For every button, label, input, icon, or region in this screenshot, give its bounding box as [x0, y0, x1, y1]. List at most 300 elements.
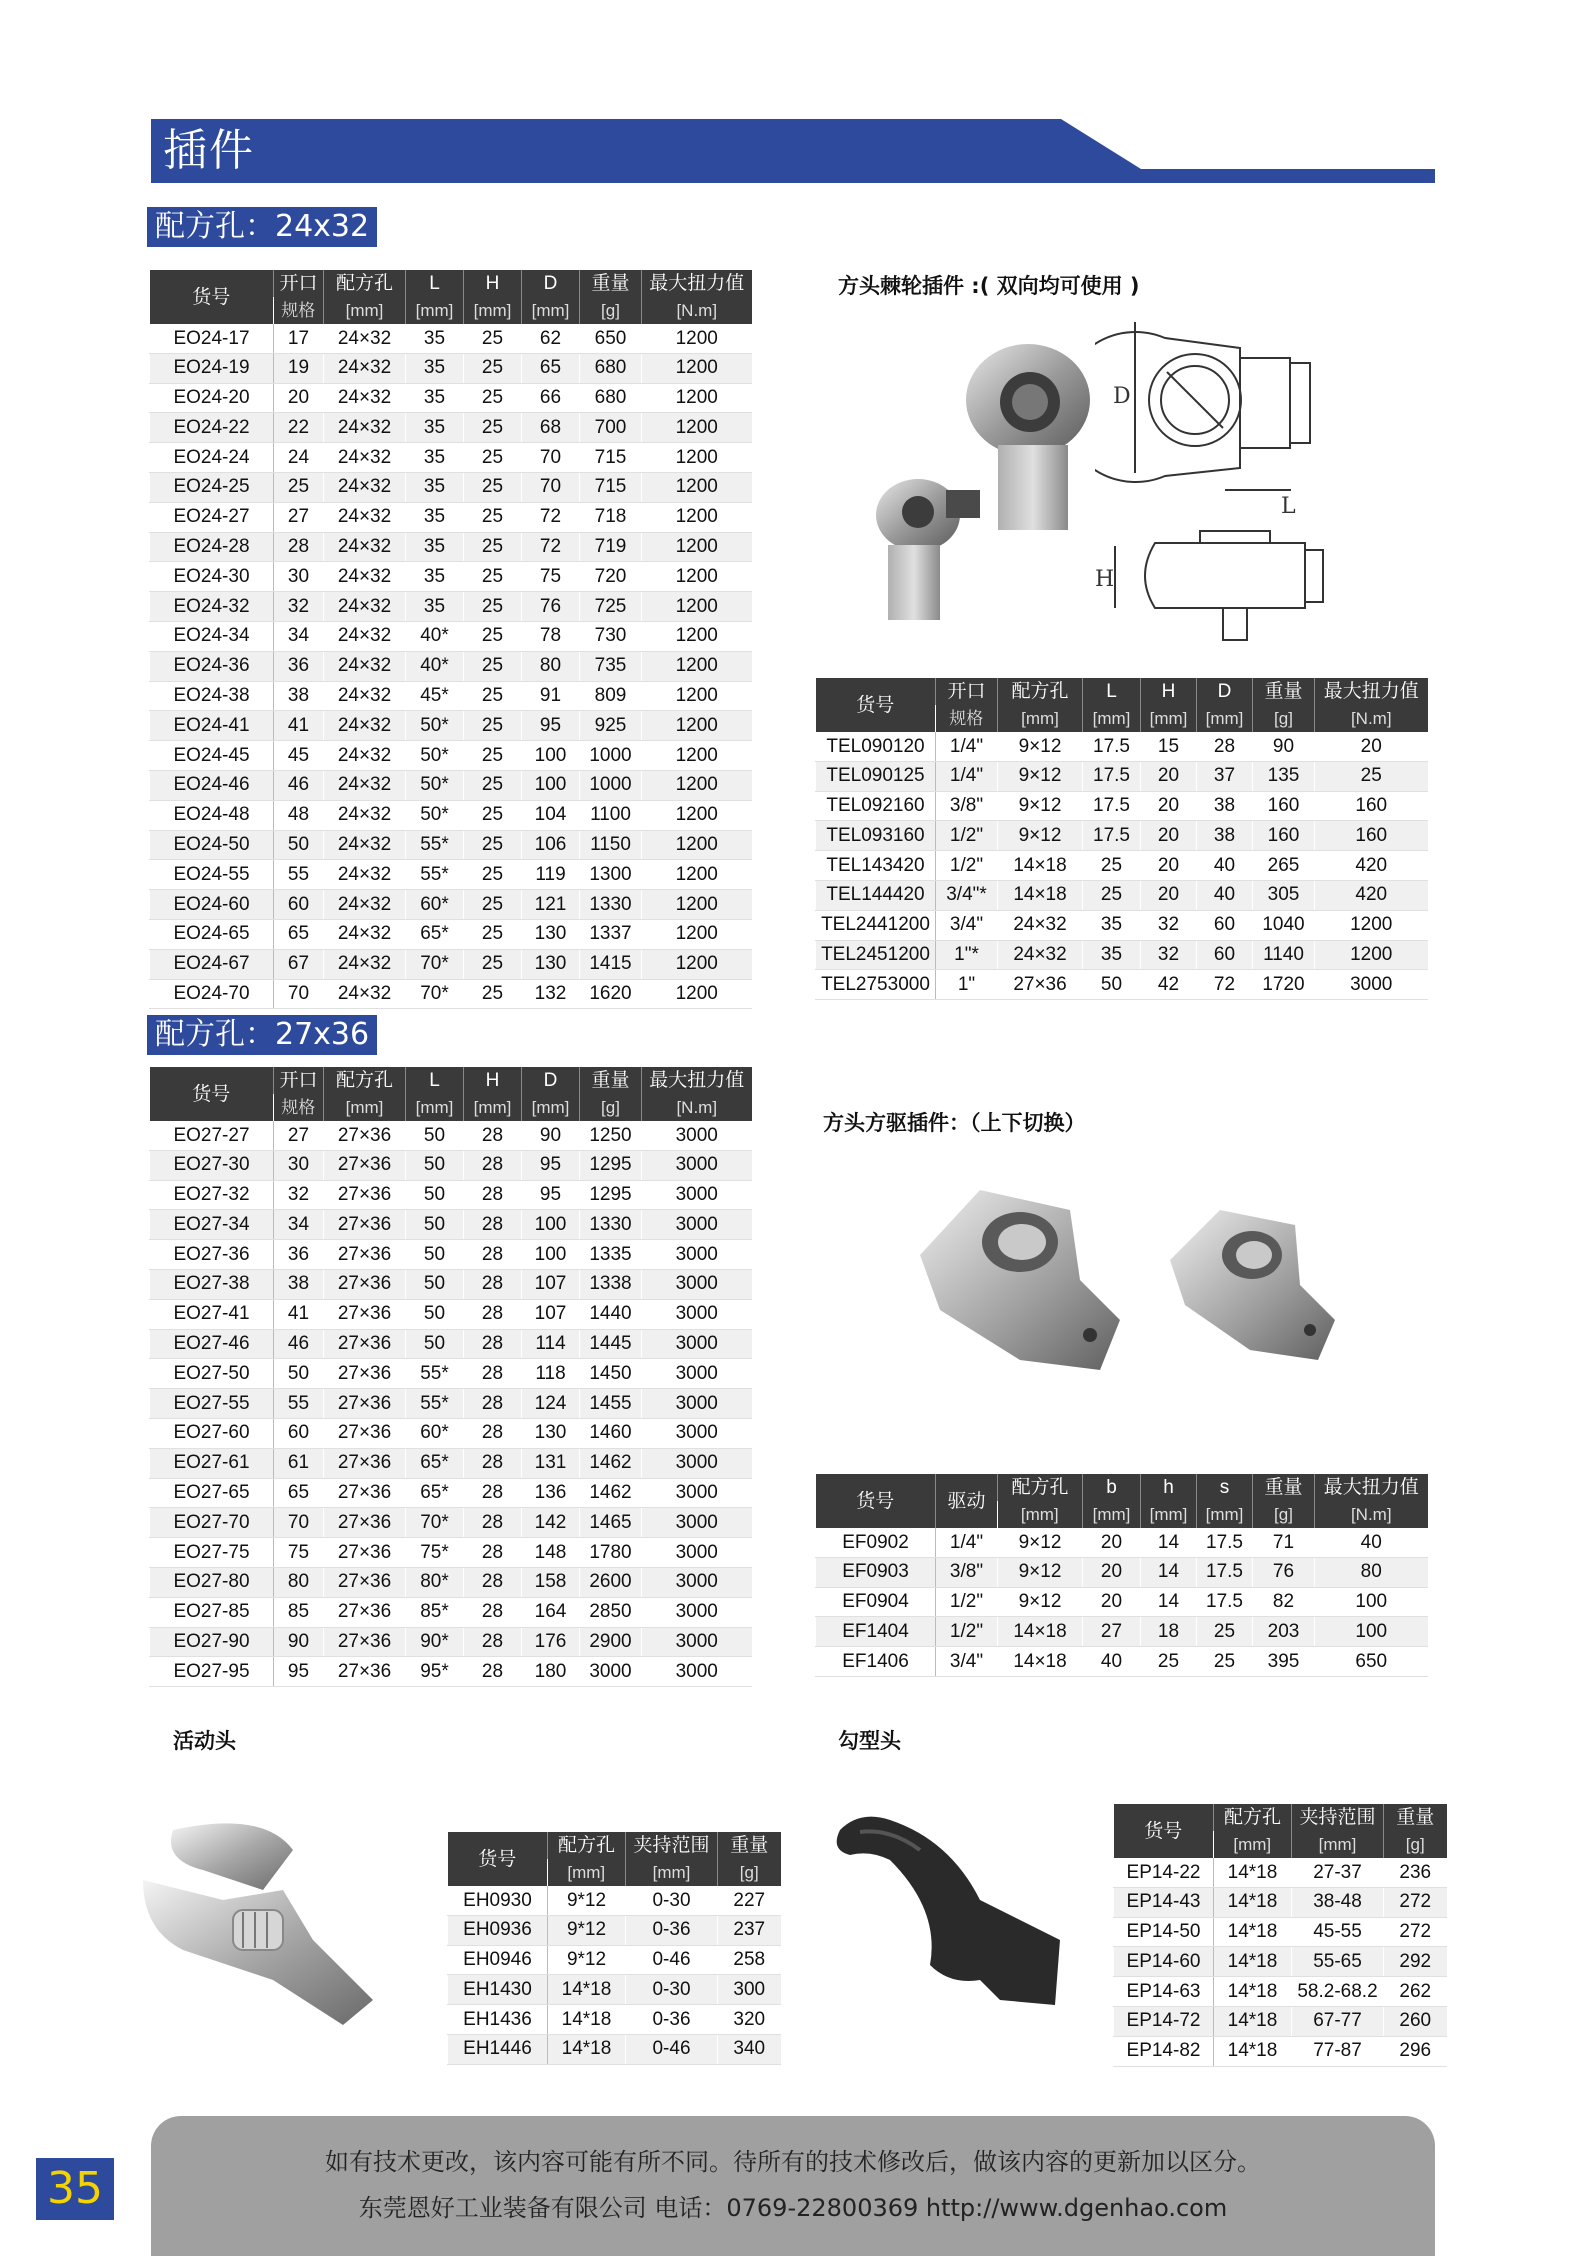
table-cell: 25	[1083, 880, 1141, 910]
column-header: L	[1083, 678, 1141, 705]
table-cell: 35	[406, 502, 464, 532]
dim-label-h: H	[1095, 567, 1115, 592]
part-number-cell: EF1406	[816, 1647, 936, 1677]
part-number-cell: TEL092160	[816, 791, 936, 821]
table-cell: 28	[464, 1240, 522, 1270]
table-cell: 25	[464, 413, 522, 443]
part-number-cell: EO27-30	[150, 1150, 274, 1180]
table-cell: 260	[1384, 2006, 1447, 2036]
table-cell: 80	[274, 1567, 324, 1597]
table-cell: 9×12	[998, 821, 1083, 851]
table-cell: 60	[274, 890, 324, 920]
table-cell: 24×32	[324, 472, 406, 502]
table-cell: 22	[274, 413, 324, 443]
table-cell: 1330	[580, 1210, 642, 1240]
column-header: 重量	[1253, 1474, 1315, 1501]
table-cell: 14*18	[1214, 1887, 1292, 1917]
table-cell: 24×32	[324, 621, 406, 651]
table-row	[150, 860, 752, 890]
column-header: D	[522, 270, 580, 297]
table-cell: 27×36	[324, 1508, 406, 1538]
table-cell: 25	[1083, 851, 1141, 881]
table-cell: 3000	[642, 1150, 752, 1180]
table-cell: 17.5	[1083, 761, 1141, 791]
part-number-cell: EO24-48	[150, 800, 274, 830]
part-number-cell: EO27-80	[150, 1567, 274, 1597]
square-drive-insert-photo	[900, 1170, 1350, 1390]
table-cell: 1200	[642, 383, 752, 413]
table-cell: 50	[1083, 970, 1141, 1000]
table-cell: 1445	[580, 1329, 642, 1359]
dim-label-l: L	[1281, 494, 1296, 519]
table-cell: 1/4"	[936, 761, 998, 791]
part-number-cell: EO27-90	[150, 1627, 274, 1657]
table-cell: 24×32	[324, 651, 406, 681]
column-header: 夹持范围	[626, 1832, 718, 1859]
table-row	[448, 1915, 781, 1945]
table-cell: 25	[464, 919, 522, 949]
table-row	[150, 1389, 752, 1419]
table-cell: 24×32	[324, 711, 406, 741]
table-cell: 35	[406, 562, 464, 592]
caption-square-drive: 方头方驱插件：（上下切换）	[823, 1111, 1086, 1135]
table-cell: 14×18	[998, 851, 1083, 881]
table-row	[150, 353, 752, 383]
table-cell: 70	[522, 472, 580, 502]
column-subheader: [N.m]	[642, 1094, 752, 1121]
table-cell: 3/8"	[936, 1557, 998, 1587]
table-cell: 24×32	[324, 949, 406, 979]
table-cell: 40	[1315, 1528, 1428, 1557]
table-cell: 1330	[580, 890, 642, 920]
table-cell: 3000	[1315, 970, 1428, 1000]
table-cell: 124	[522, 1389, 580, 1419]
table-cell: 27×36	[324, 1269, 406, 1299]
table-cell: 14*18	[1214, 2036, 1292, 2066]
table-cell: 25	[464, 621, 522, 651]
table-cell: 41	[274, 711, 324, 741]
table-cell: 3/4"	[936, 910, 998, 940]
table-cell: 2900	[580, 1627, 642, 1657]
table-cell: 292	[1384, 1947, 1447, 1977]
part-number-cell: EP14-72	[1114, 2006, 1214, 2036]
table-cell: 19	[274, 353, 324, 383]
table-cell: 1440	[580, 1299, 642, 1329]
table-cell: 50*	[406, 711, 464, 741]
table-cell: 25	[464, 860, 522, 890]
table-cell: 1"	[936, 970, 998, 1000]
column-header: 开口	[274, 1067, 324, 1094]
table-cell: 82	[1253, 1587, 1315, 1617]
column-header: 驱动	[936, 1474, 998, 1528]
table-cell: 258	[718, 1945, 781, 1975]
table-cell: 9×12	[998, 1557, 1083, 1587]
table-cell: 1200	[642, 800, 752, 830]
table-row	[816, 880, 1428, 910]
table-cell: 1200	[642, 621, 752, 651]
table-cell: 9×12	[998, 1587, 1083, 1617]
table-cell: 100	[1315, 1587, 1428, 1617]
table-cell: 27	[274, 1121, 324, 1150]
header-banner	[151, 119, 1435, 183]
table-cell: 121	[522, 890, 580, 920]
eo24-spec-table	[149, 270, 752, 1009]
table-cell: 28	[464, 1597, 522, 1627]
table-cell: 20	[1141, 851, 1197, 881]
table-row	[150, 1359, 752, 1389]
table-cell: 28	[1197, 732, 1253, 761]
table-cell: 136	[522, 1478, 580, 1508]
table-row	[150, 1657, 752, 1687]
table-cell: 3000	[642, 1121, 752, 1150]
table-ef	[815, 1474, 1428, 1677]
column-subheader: [mm]	[998, 1501, 1083, 1528]
table-cell: 46	[274, 770, 324, 800]
table-cell: 100	[522, 1240, 580, 1270]
table-cell: 1/2"	[936, 1587, 998, 1617]
column-header: 夹持范围	[1292, 1804, 1384, 1831]
table-cell: 176	[522, 1627, 580, 1657]
part-number-cell: EO27-70	[150, 1508, 274, 1538]
table-row	[816, 1528, 1428, 1557]
footer-notice: 如有技术更改，该内容可能有所不同。待所有的技术修改后，做该内容的更新加以区分。	[325, 2148, 1261, 2176]
column-subheader: [mm]	[522, 297, 580, 324]
table-cell: 14*18	[1214, 1977, 1292, 2007]
table-cell: 3000	[580, 1657, 642, 1687]
column-subheader: [mm]	[324, 297, 406, 324]
table-row	[1114, 2036, 1447, 2066]
column-header: 重量	[580, 1067, 642, 1094]
table-cell: 32	[1141, 910, 1197, 940]
table-cell: 24×32	[324, 830, 406, 860]
table-cell: 72	[522, 532, 580, 562]
table-row	[150, 443, 752, 473]
table-cell: 20	[1141, 880, 1197, 910]
part-number-cell: EO27-61	[150, 1448, 274, 1478]
table-cell: 14*18	[1214, 1917, 1292, 1947]
table-cell: 45	[274, 741, 324, 771]
table-cell: 28	[464, 1121, 522, 1150]
part-number-cell: EF0902	[816, 1528, 936, 1557]
table-cell: 17.5	[1083, 821, 1141, 851]
table-cell: 1455	[580, 1389, 642, 1419]
table-cell: 76	[1253, 1557, 1315, 1587]
table-cell: 119	[522, 860, 580, 890]
table-cell: 35	[406, 592, 464, 622]
table-row	[150, 1448, 752, 1478]
table-cell: 1200	[642, 562, 752, 592]
table-cell: 25	[464, 472, 522, 502]
table-cell: 28	[464, 1329, 522, 1359]
table-cell: 25	[464, 353, 522, 383]
part-number-cell: EF0904	[816, 1587, 936, 1617]
table-cell: 1462	[580, 1478, 642, 1508]
table-cell: 85*	[406, 1597, 464, 1627]
table-cell: 107	[522, 1299, 580, 1329]
section-label-24x32: 配方孔：24x32	[147, 207, 377, 247]
part-number-cell: EH0946	[448, 1945, 548, 1975]
part-number-cell: EH1436	[448, 2005, 548, 2035]
table-cell: 50	[406, 1210, 464, 1240]
table-cell: 55*	[406, 830, 464, 860]
column-subheader: [mm]	[548, 1859, 626, 1886]
table-cell: 305	[1253, 880, 1315, 910]
table-cell: 95	[522, 1150, 580, 1180]
table-cell: 85	[274, 1597, 324, 1627]
table-cell: 50*	[406, 800, 464, 830]
table-cell: 118	[522, 1359, 580, 1389]
table-cell: 35	[406, 472, 464, 502]
column-header: H	[464, 270, 522, 297]
column-header: 货号	[448, 1832, 548, 1886]
table-cell: 32	[1141, 940, 1197, 970]
table-cell: 55	[274, 1389, 324, 1419]
table-cell: 3000	[642, 1240, 752, 1270]
table-cell: 25	[464, 562, 522, 592]
table-cell: 71	[1253, 1528, 1315, 1557]
table-cell: 3000	[642, 1180, 752, 1210]
adjustable-head-photo	[143, 1810, 393, 2040]
table-cell: 38	[274, 1269, 324, 1299]
table-cell: 60*	[406, 1418, 464, 1448]
table-cell: 3000	[642, 1389, 752, 1419]
table-cell: 35	[406, 443, 464, 473]
part-number-cell: EP14-82	[1114, 2036, 1214, 2066]
column-subheader: [mm]	[1197, 705, 1253, 732]
part-number-cell: EO27-36	[150, 1240, 274, 1270]
table-cell: 27×36	[324, 1240, 406, 1270]
table-cell: 24×32	[324, 741, 406, 771]
table-cell: 90	[1253, 732, 1315, 761]
table-cell: 70*	[406, 979, 464, 1009]
column-header: 最大扭力值	[1315, 678, 1428, 705]
table-cell: 0-30	[626, 1886, 718, 1915]
column-subheader: [g]	[1253, 705, 1315, 732]
table-row	[150, 1210, 752, 1240]
table-cell: 20	[1083, 1528, 1141, 1557]
part-number-cell: EO24-65	[150, 919, 274, 949]
column-header: H	[464, 1067, 522, 1094]
table-cell: 72	[522, 502, 580, 532]
table-cell: 0-36	[626, 1915, 718, 1945]
table-row	[150, 1150, 752, 1180]
part-number-cell: EO24-60	[150, 890, 274, 920]
part-number-cell: EO27-95	[150, 1657, 274, 1687]
part-number-cell: TEL093160	[816, 821, 936, 851]
table-cell: 3000	[642, 1538, 752, 1568]
table-cell: 35	[406, 383, 464, 413]
table-cell: 720	[580, 562, 642, 592]
table-cell: 67	[274, 949, 324, 979]
table-cell: 38	[1197, 791, 1253, 821]
table-eo24	[149, 270, 752, 1009]
table-cell: 27×36	[324, 1538, 406, 1568]
table-row	[150, 830, 752, 860]
table-cell: 35	[406, 324, 464, 353]
table-cell: 1200	[642, 324, 752, 353]
part-number-cell: EO24-45	[150, 741, 274, 771]
table-cell: 28	[464, 1418, 522, 1448]
column-header: 货号	[816, 1474, 936, 1528]
part-number-cell: EO27-55	[150, 1389, 274, 1419]
table-cell: 25	[1197, 1617, 1253, 1647]
table-cell: 265	[1253, 851, 1315, 881]
table-row	[150, 1240, 752, 1270]
table-cell: 45*	[406, 681, 464, 711]
table-cell: 55*	[406, 1359, 464, 1389]
table-cell: 17.5	[1197, 1587, 1253, 1617]
table-cell: 70	[274, 1508, 324, 1538]
part-number-cell: EP14-63	[1114, 1977, 1214, 2007]
table-row	[150, 1478, 752, 1508]
table-row	[150, 621, 752, 651]
part-number-cell: EO24-17	[150, 324, 274, 353]
column-header: 最大扭力值	[1315, 1474, 1428, 1501]
table-cell: 55	[274, 860, 324, 890]
table-cell: 0-36	[626, 2005, 718, 2035]
table-cell: 65*	[406, 1478, 464, 1508]
table-cell: 9*12	[548, 1945, 626, 1975]
table-cell: 34	[274, 621, 324, 651]
table-cell: 925	[580, 711, 642, 741]
table-cell: 28	[464, 1627, 522, 1657]
table-cell: 24×32	[324, 502, 406, 532]
table-cell: 90	[274, 1627, 324, 1657]
table-cell: 1415	[580, 949, 642, 979]
table-cell: 2600	[580, 1567, 642, 1597]
table-cell: 20	[1141, 821, 1197, 851]
column-subheader: [mm]	[522, 1094, 580, 1121]
table-cell: 680	[580, 353, 642, 383]
table-cell: 76	[522, 592, 580, 622]
table-cell: 40*	[406, 621, 464, 651]
part-number-cell: EO27-75	[150, 1538, 274, 1568]
table-cell: 3000	[642, 1418, 752, 1448]
table-row	[150, 800, 752, 830]
page-number: 35	[36, 2158, 114, 2220]
table-cell: 262	[1384, 1977, 1447, 2007]
table-cell: 14×18	[998, 880, 1083, 910]
table-row	[150, 1299, 752, 1329]
part-number-cell: TEL2441200	[816, 910, 936, 940]
table-cell: 1250	[580, 1121, 642, 1150]
table-cell: 1200	[642, 472, 752, 502]
table-cell: 158	[522, 1567, 580, 1597]
table-cell: 75	[522, 562, 580, 592]
table-cell: 38-48	[1292, 1887, 1384, 1917]
table-cell: 24×32	[324, 860, 406, 890]
table-cell: 35	[1083, 940, 1141, 970]
table-cell: 72	[1197, 970, 1253, 1000]
table-cell: 90	[522, 1121, 580, 1150]
table-cell: 730	[580, 621, 642, 651]
table-cell: 1150	[580, 830, 642, 860]
table-row	[150, 532, 752, 562]
table-row	[816, 851, 1428, 881]
table-cell: 14	[1141, 1528, 1197, 1557]
table-cell: 50	[406, 1150, 464, 1180]
table-cell: 62	[522, 324, 580, 353]
table-cell: 28	[464, 1538, 522, 1568]
part-number-cell: EO24-36	[150, 651, 274, 681]
table-cell: 1200	[642, 592, 752, 622]
table-row	[448, 2034, 781, 2064]
table-row	[816, 791, 1428, 821]
table-cell: 24×32	[324, 532, 406, 562]
table-cell: 27×36	[324, 1627, 406, 1657]
table-cell: 50	[406, 1240, 464, 1270]
table-cell: 3000	[642, 1448, 752, 1478]
table-cell: 95	[522, 711, 580, 741]
caption-ratchet: 方头棘轮插件 :( 双向均可使用 )	[838, 274, 1140, 298]
table-cell: 60	[1197, 940, 1253, 970]
column-subheader: [mm]	[626, 1859, 718, 1886]
part-number-cell: EO24-50	[150, 830, 274, 860]
table-cell: 3000	[642, 1627, 752, 1657]
table-row	[150, 919, 752, 949]
column-subheader: [mm]	[998, 705, 1083, 732]
column-subheader: 规格	[274, 1094, 324, 1121]
column-header: 配方孔	[998, 678, 1083, 705]
table-cell: 3/4"	[936, 1647, 998, 1677]
table-cell: 1140	[1253, 940, 1315, 970]
table-cell: 160	[1253, 791, 1315, 821]
table-cell: 27	[274, 502, 324, 532]
table-cell: 58.2-68.2	[1292, 1977, 1384, 2007]
table-eh	[447, 1832, 781, 2065]
table-cell: 45-55	[1292, 1917, 1384, 1947]
table-cell: 25	[464, 949, 522, 979]
table-cell: 24×32	[324, 383, 406, 413]
part-number-cell: EO24-38	[150, 681, 274, 711]
table-cell: 20	[274, 383, 324, 413]
part-number-cell: EP14-50	[1114, 1917, 1214, 1947]
column-subheader: [mm]	[1141, 705, 1197, 732]
table-cell: 80	[522, 651, 580, 681]
footer-contact: 东莞恩好工业装备有限公司 电话：0769-22800369 http://www.dgenhao.com	[358, 2194, 1228, 2222]
table-cell: 1040	[1253, 910, 1315, 940]
table-row	[150, 562, 752, 592]
column-subheader: 规格	[936, 705, 998, 732]
table-cell: 100	[522, 741, 580, 771]
table-cell: 25	[464, 770, 522, 800]
table-row	[816, 1617, 1428, 1647]
table-cell: 3000	[642, 1657, 752, 1687]
table-cell: 40	[1197, 880, 1253, 910]
column-header: H	[1141, 678, 1197, 705]
table-cell: 91	[522, 681, 580, 711]
part-number-cell: EO24-55	[150, 860, 274, 890]
part-number-cell: EO24-27	[150, 502, 274, 532]
column-header: 重量	[1253, 678, 1315, 705]
table-cell: 80*	[406, 1567, 464, 1597]
column-header: 货号	[816, 678, 936, 732]
ratchet-dimension-drawing	[1095, 318, 1435, 663]
table-cell: 650	[1315, 1647, 1428, 1677]
table-cell: 17.5	[1197, 1557, 1253, 1587]
table-cell: 95	[274, 1657, 324, 1687]
table-cell: 131	[522, 1448, 580, 1478]
table-cell: 25	[1197, 1647, 1253, 1677]
table-cell: 100	[522, 1210, 580, 1240]
table-cell: 25	[464, 800, 522, 830]
table-row	[816, 1587, 1428, 1617]
table-cell: 1200	[642, 651, 752, 681]
table-cell: 1/2"	[936, 851, 998, 881]
table-cell: 3/8"	[936, 791, 998, 821]
table-cell: 715	[580, 443, 642, 473]
table-row	[1114, 1917, 1447, 1947]
